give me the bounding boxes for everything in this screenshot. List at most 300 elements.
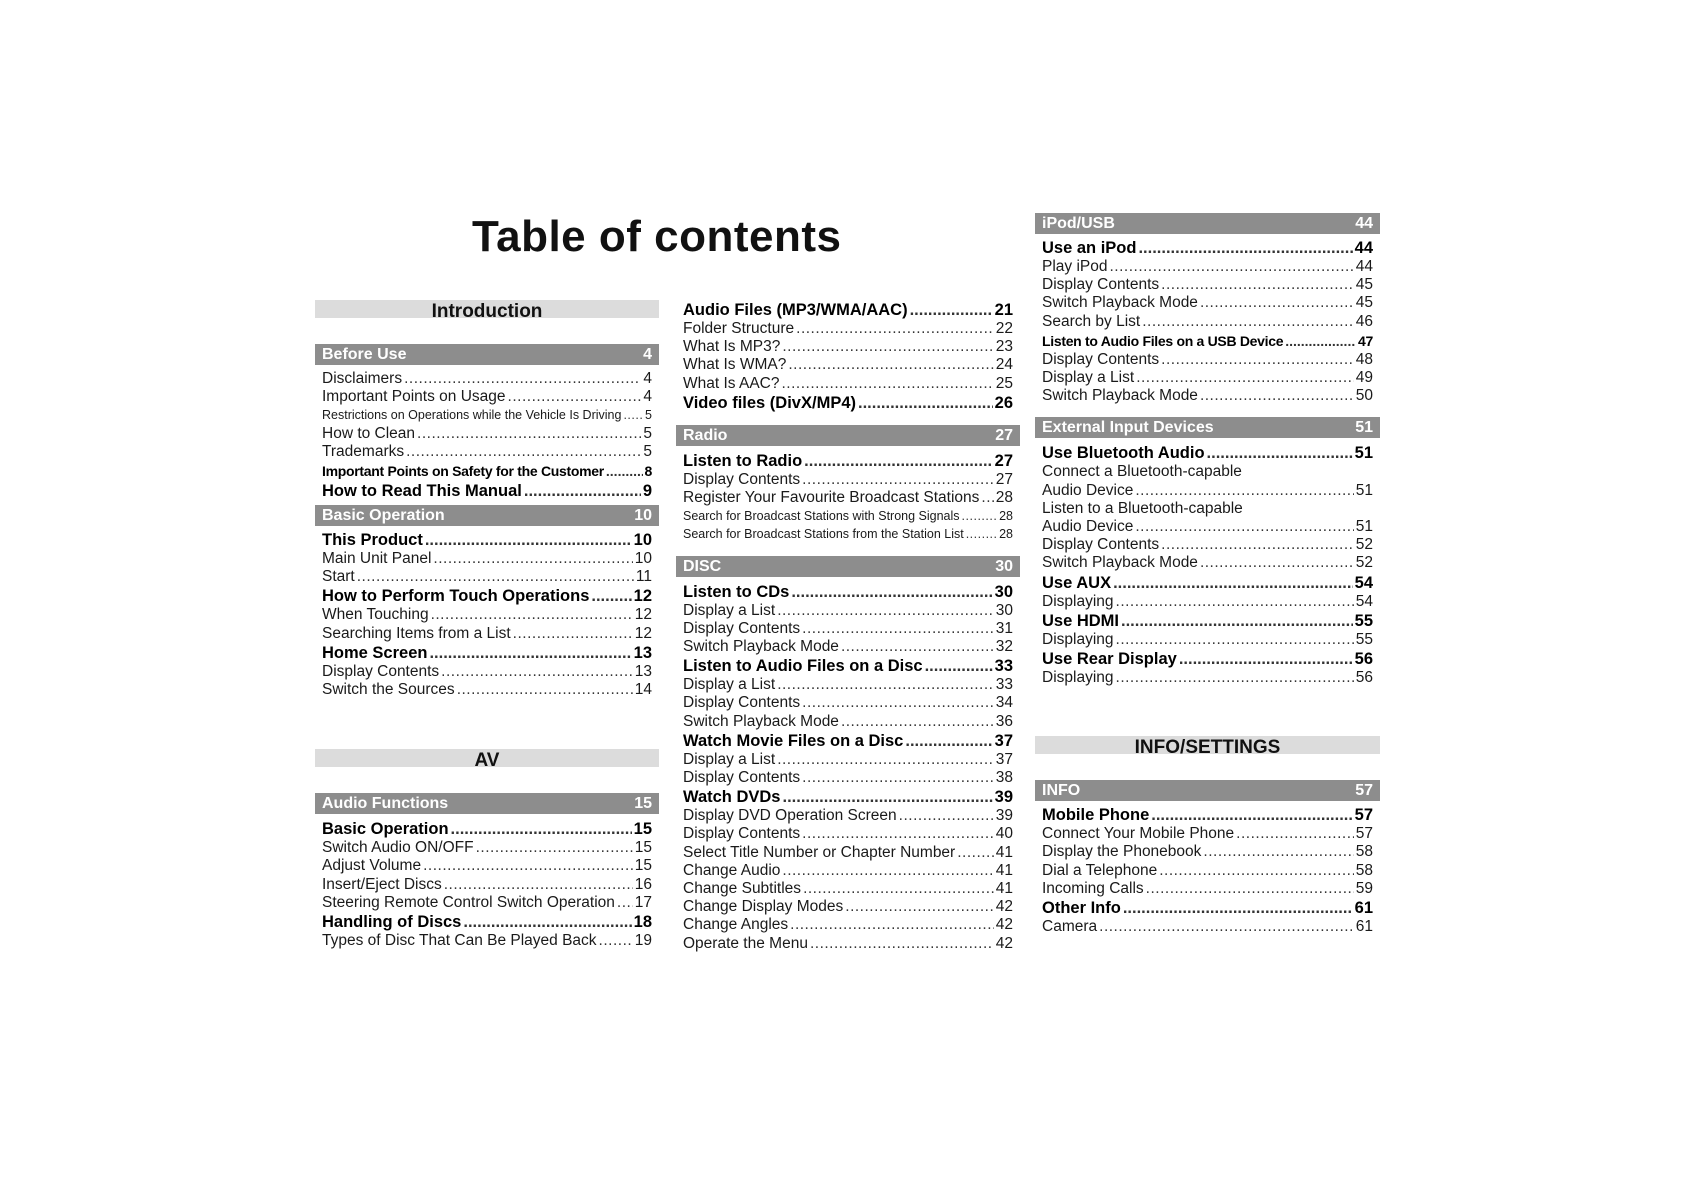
toc-entry-label: Listen to CDs — [683, 582, 790, 601]
toc-entry-label: Use AUX — [1042, 573, 1112, 592]
dot-leader — [1236, 825, 1354, 843]
toc-entry-page-number: 40 — [995, 825, 1013, 843]
section-bar-audio-functions[interactable] — [315, 793, 659, 814]
toc-entry-label: Select Title Number or Chapter Number — [683, 843, 956, 861]
toc-entry-label: Adjust Volume — [322, 857, 422, 875]
toc-entry-label: Display a List — [1042, 369, 1135, 387]
toc-entry-what-is-mp3[interactable] — [676, 338, 1020, 356]
toc-entry-switch-playback-mode[interactable] — [1035, 387, 1380, 405]
toc-entry-display-contents[interactable] — [676, 694, 1020, 712]
section-bar-before-use[interactable] — [315, 344, 659, 365]
toc-entry-page-number: 55 — [1354, 611, 1373, 630]
toc-entry-start[interactable] — [315, 568, 659, 586]
toc-entry-display-dvd-operation-screen[interactable] — [676, 807, 1020, 825]
dot-leader — [1203, 843, 1353, 861]
toc-entry-page-number: 55 — [1355, 630, 1373, 648]
toc-entry-watch-dvds[interactable] — [676, 787, 1020, 807]
section-label: INFO — [1042, 782, 1081, 800]
toc-entry-page-number: 30 — [995, 601, 1013, 619]
toc-entry-label: Displaying — [1042, 669, 1114, 687]
toc-entry-label: Audio Files (MP3/WMA/AAC) — [683, 301, 908, 319]
dot-leader — [606, 461, 643, 481]
dot-leader — [841, 713, 994, 731]
toc-entry-display-a-list[interactable] — [676, 751, 1020, 769]
toc-entry-change-display-modes[interactable] — [676, 898, 1020, 916]
section-bar-disc[interactable] — [676, 556, 1020, 577]
toc-entry-label: Video files (DivX/MP4) — [683, 393, 856, 412]
toc-entry-main-unit-panel[interactable] — [315, 550, 659, 568]
toc-entry-display-a-list[interactable] — [1035, 369, 1380, 387]
toc-entry-label: Switch Audio ON/OFF — [322, 839, 474, 857]
toc-entry-page-number: 5 — [643, 424, 652, 442]
toc-entry-label: Audio Device — [1042, 518, 1134, 536]
toc-entry-label: Switch the Sources — [322, 681, 455, 699]
toc-entry-label: Steering Remote Control Switch Operation — [322, 893, 615, 911]
toc-entry-label: Search for Broadcast Stations from the Station List — [683, 527, 964, 542]
toc-entry-label: Switch Playback Mode — [683, 712, 839, 730]
toc-entry-switch-playback-mode[interactable] — [676, 638, 1020, 656]
section-page-number: 30 — [995, 557, 1013, 575]
toc-entry-audio-files-mp3-wma-aac[interactable] — [676, 300, 1020, 320]
dot-leader — [1116, 631, 1354, 649]
dot-leader — [841, 638, 994, 656]
toc-entry-disclaimers[interactable] — [315, 370, 659, 388]
toc-entry-label: When Touching — [322, 606, 429, 624]
toc-entry-incoming-calls[interactable] — [1035, 880, 1380, 898]
toc-entry-use-rear-display[interactable] — [1035, 649, 1380, 669]
toc-entry-displaying[interactable] — [1035, 669, 1380, 687]
toc-column-3 — [1035, 213, 1380, 936]
section-page-number: 4 — [643, 346, 652, 363]
toc-entry-page-number: 10 — [634, 550, 652, 568]
toc-entry-label: Listen to Radio — [683, 451, 803, 470]
toc-entry-listen-to-a-bluetooth-capable[interactable] — [1035, 500, 1380, 518]
toc-entry-when-touching[interactable] — [315, 606, 659, 624]
toc-entry-mobile-phone[interactable] — [1035, 805, 1380, 825]
toc-entry-label: Camera — [1042, 918, 1098, 936]
toc-entry-label: Searching Items from a List — [322, 624, 511, 642]
toc-entry-page-number: 8 — [644, 463, 652, 480]
page-title: Table of contents — [472, 212, 842, 261]
toc-entry-change-angles[interactable] — [676, 916, 1020, 934]
toc-entry-page-number: 12 — [634, 606, 652, 624]
toc-entry-how-to-read-this-manual[interactable] — [315, 481, 659, 501]
toc-entry-label: Connect a Bluetooth-capable — [1042, 463, 1242, 481]
dot-leader — [1136, 369, 1354, 387]
toc-entry-page-number: 58 — [1355, 861, 1373, 879]
dot-leader — [777, 602, 994, 620]
toc-entry-display-a-list[interactable] — [676, 602, 1020, 620]
toc-entry-important-points-on-usage[interactable] — [315, 388, 659, 406]
toc-entry-page-number: 5 — [643, 442, 652, 460]
dot-leader — [1121, 611, 1353, 631]
toc-entry-page-number: 18 — [633, 913, 652, 932]
toc-entry-search-for-broadcast-stations-with-strong-signals[interactable] — [676, 507, 1020, 525]
toc-entry-searching-items-from-a-list[interactable] — [315, 625, 659, 643]
section-label: Audio Functions — [322, 795, 449, 813]
toc-entry-how-to-clean[interactable] — [315, 425, 659, 443]
toc-entry-page-number: 22 — [995, 320, 1013, 337]
dot-leader — [423, 857, 633, 875]
dot-leader — [429, 643, 631, 663]
toc-entry-adjust-volume[interactable] — [315, 857, 659, 875]
toc-entry-page-number: 57 — [1355, 825, 1373, 843]
toc-entry-label: How to Perform Touch Operations — [322, 587, 590, 606]
toc-entry-label: Change Angles — [683, 916, 789, 934]
toc-entry-listen-to-audio-files-on-a-disc[interactable] — [676, 656, 1020, 676]
toc-entry-watch-movie-files-on-a-disc[interactable] — [676, 731, 1020, 751]
toc-entry-displaying[interactable] — [1035, 631, 1380, 649]
toc-entry-listen-to-audio-files-on-a-usb-device[interactable] — [1035, 331, 1380, 351]
toc-entry-switch-playback-mode[interactable] — [676, 713, 1020, 731]
dot-leader — [1179, 649, 1353, 669]
toc-entry-page-number: 12 — [633, 587, 652, 606]
toc-entry-page-number: 10 — [633, 531, 652, 550]
dot-leader — [810, 935, 994, 953]
dot-leader — [513, 625, 633, 643]
toc-entry-page-number: 48 — [1355, 350, 1373, 368]
toc-entry-audio-device[interactable] — [1035, 482, 1380, 500]
toc-entry-page-number: 42 — [995, 898, 1013, 916]
toc-entry-page-number: 45 — [1355, 294, 1373, 312]
dot-leader — [404, 370, 641, 388]
toc-entry-label: Search by List — [1042, 312, 1141, 330]
toc-entry-page-number: 61 — [1355, 918, 1373, 936]
toc-entry-label: Change Audio — [683, 861, 781, 879]
toc-entry-page-number: 14 — [634, 681, 652, 699]
dot-leader — [617, 894, 633, 912]
toc-entry-label: What Is AAC? — [683, 374, 780, 392]
toc-entry-operate-the-menu[interactable] — [676, 935, 1020, 953]
toc-entry-page-number: 58 — [1355, 843, 1373, 861]
toc-column-2 — [676, 300, 1020, 953]
toc-entry-label: Folder Structure — [683, 320, 795, 337]
toc-entry-switch-audio-on-off[interactable] — [315, 839, 659, 857]
dot-leader — [433, 550, 632, 568]
toc-entry-label: Search for Broadcast Stations with Strong Signals — [683, 509, 960, 524]
toc-entry-steering-remote-control-switch-operation[interactable] — [315, 894, 659, 912]
toc-entry-video-files-divx-mp4[interactable] — [676, 393, 1020, 413]
dot-leader — [444, 876, 633, 894]
section-bar-external-input-devices[interactable] — [1035, 417, 1380, 438]
toc-entry-display-contents[interactable] — [676, 471, 1020, 489]
toc-entry-label: Register Your Favourite Broadcast Stations — [683, 489, 980, 507]
toc-entry-change-audio[interactable] — [676, 862, 1020, 880]
dot-leader — [524, 481, 641, 501]
toc-entry-page-number: 45 — [1355, 276, 1373, 294]
toc-entry-label: Use an iPod — [1042, 239, 1137, 257]
toc-entry-label: Use Bluetooth Audio — [1042, 444, 1205, 463]
toc-entry-what-is-aac[interactable] — [676, 375, 1020, 393]
section-label: DISC — [683, 557, 722, 575]
toc-entry-label: Disclaimers — [322, 370, 403, 387]
toc-entry-page-number: 34 — [995, 694, 1013, 712]
dot-leader — [425, 530, 632, 550]
part-header-av — [315, 749, 659, 772]
toc-entry-page-number: 17 — [634, 893, 652, 911]
dot-leader — [591, 586, 631, 606]
dot-leader — [782, 338, 993, 356]
toc-entry-label: Connect Your Mobile Phone — [1042, 825, 1235, 843]
toc-entry-page-number: 41 — [995, 843, 1013, 861]
toc-entry-search-by-list[interactable] — [1035, 313, 1380, 331]
toc-entry-label: Displaying — [1042, 630, 1114, 648]
section-bar-info[interactable] — [1035, 780, 1380, 801]
dot-leader — [802, 769, 994, 787]
dot-leader — [1161, 536, 1354, 554]
toc-entry-label: Audio Device — [1042, 481, 1134, 499]
dot-leader — [905, 731, 992, 751]
toc-entry-other-info[interactable] — [1035, 898, 1380, 918]
dot-leader — [1116, 669, 1354, 687]
section-bar-ipod-usb[interactable] — [1035, 213, 1380, 234]
toc-entry-search-for-broadcast-stations-from-the-station-list[interactable] — [676, 525, 1020, 543]
toc-entry-label: How to Read This Manual — [322, 482, 522, 501]
dot-leader — [925, 656, 993, 676]
toc-entry-this-product[interactable] — [315, 530, 659, 550]
dot-leader — [1200, 294, 1354, 312]
dot-leader — [1161, 276, 1354, 294]
section-label: Basic Operation — [322, 507, 445, 525]
toc-entry-page-number: 41 — [995, 861, 1013, 879]
toc-entry-folder-structure[interactable] — [676, 320, 1020, 338]
toc-entry-page-number: 39 — [995, 807, 1013, 825]
toc-entry-page-number: 28 — [995, 489, 1013, 507]
dot-leader — [788, 356, 993, 374]
toc-entry-label: Listen to a Bluetooth-capable — [1042, 499, 1243, 517]
toc-entry-page-number: 37 — [994, 731, 1013, 750]
toc-entry-label: Incoming Calls — [1042, 879, 1144, 897]
toc-entry-label: Trademarks — [322, 442, 405, 460]
toc-entry-connect-a-bluetooth-capable[interactable] — [1035, 463, 1380, 481]
toc-entry-page-number: 13 — [633, 643, 652, 662]
toc-entry-label: Use HDMI — [1042, 611, 1120, 630]
toc-entry-display-contents[interactable] — [1035, 276, 1380, 294]
toc-entry-switch-playback-mode[interactable] — [1035, 554, 1380, 572]
toc-entry-display-contents[interactable] — [676, 620, 1020, 638]
part-header-introduction — [315, 300, 659, 322]
toc-entry-home-screen[interactable] — [315, 643, 659, 663]
dot-leader — [357, 568, 634, 586]
toc-entry-label: Change Subtitles — [683, 880, 802, 898]
toc-entry-page-number: 23 — [995, 338, 1013, 356]
dot-leader — [457, 681, 633, 699]
toc-entry-insert-eject-discs[interactable] — [315, 876, 659, 894]
toc-entry-page-number: 42 — [995, 916, 1013, 934]
toc-entry-page-number: 46 — [1355, 312, 1373, 330]
toc-entry-page-number: 47 — [1358, 332, 1373, 349]
toc-entry-handling-of-discs[interactable] — [315, 912, 659, 932]
toc-entry-label: Basic Operation — [322, 820, 449, 839]
toc-entry-display-contents[interactable] — [315, 663, 659, 681]
toc-entry-label: Operate the Menu — [683, 934, 808, 952]
toc-entry-page-number: 28 — [999, 509, 1013, 524]
toc-entry-audio-device[interactable] — [1035, 518, 1380, 536]
toc-entry-restrictions-on-operations-while-the-vehicle-is-driving[interactable] — [315, 406, 659, 424]
dot-leader — [1146, 880, 1354, 898]
toc-entry-page-number: 25 — [995, 374, 1013, 392]
toc-entry-label: Important Points on Usage — [322, 388, 506, 406]
toc-entry-use-an-ipod[interactable] — [1035, 238, 1380, 258]
toc-entry-dial-a-telephone[interactable] — [1035, 862, 1380, 880]
dot-leader — [781, 375, 993, 393]
section-bar-radio[interactable] — [676, 425, 1020, 446]
toc-entry-page-number: 16 — [634, 875, 652, 893]
dot-leader — [791, 582, 992, 602]
toc-entry-page-number: 24 — [995, 356, 1013, 374]
toc-entry-display-contents[interactable] — [676, 769, 1020, 787]
toc-entry-listen-to-cds[interactable] — [676, 582, 1020, 602]
toc-entry-display-a-list[interactable] — [676, 676, 1020, 694]
section-page-number: 27 — [995, 426, 1013, 444]
toc-entry-page-number: 27 — [995, 470, 1013, 488]
section-page-number: 10 — [634, 507, 652, 525]
dot-leader — [804, 451, 992, 471]
toc-entry-use-hdmi[interactable] — [1035, 611, 1380, 631]
toc-entry-label: Display a List — [683, 601, 776, 619]
toc-entry-page-number: 26 — [994, 393, 1013, 412]
toc-entry-page-number: 49 — [1355, 369, 1373, 387]
dot-leader — [1135, 482, 1353, 500]
toc-entry-connect-your-mobile-phone[interactable] — [1035, 825, 1380, 843]
toc-entry-listen-to-radio[interactable] — [676, 451, 1020, 471]
toc-entry-select-title-number-or-chapter-number[interactable] — [676, 844, 1020, 862]
dot-leader — [1135, 518, 1353, 536]
dot-leader — [508, 388, 642, 406]
toc-entry-label: Start — [322, 568, 355, 586]
dot-leader — [981, 489, 993, 507]
part-header-info-settings — [1035, 736, 1380, 759]
toc-entry-page-number: 4 — [643, 370, 652, 387]
toc-entry-page-number: 11 — [635, 568, 652, 586]
toc-entry-basic-operation[interactable] — [315, 819, 659, 839]
toc-entry-label: Display Contents — [683, 470, 801, 488]
toc-entry-label: Listen to Audio Files on a Disc — [683, 657, 923, 676]
toc-entry-display-the-phonebook[interactable] — [1035, 843, 1380, 861]
toc-entry-trademarks[interactable] — [315, 443, 659, 461]
dot-leader — [1099, 918, 1354, 936]
dot-leader — [623, 406, 643, 424]
toc-entry-page-number: 52 — [1355, 554, 1373, 572]
toc-entry-label: Insert/Eject Discs — [322, 875, 442, 893]
toc-entry-display-contents[interactable] — [1035, 351, 1380, 369]
dot-leader — [1109, 258, 1353, 276]
toc-entry-page-number: 52 — [1355, 536, 1373, 554]
toc-entry-page-number: 61 — [1354, 899, 1373, 918]
toc-entry-page-number: 15 — [633, 820, 652, 839]
toc-entry-label: Change Display Modes — [683, 898, 844, 916]
dot-leader — [803, 880, 994, 898]
toc-entry-label: Listen to Audio Files on a USB Device — [1042, 332, 1284, 349]
toc-entry-label: Important Points on Safety for the Customer — [322, 463, 604, 480]
dot-leader — [966, 525, 997, 543]
toc-entry-page-number: 44 — [1355, 258, 1373, 275]
toc-entry-switch-playback-mode[interactable] — [1035, 294, 1380, 312]
toc-entry-display-contents[interactable] — [676, 825, 1020, 843]
toc-entry-label: Display Contents — [1042, 350, 1160, 368]
toc-entry-page-number: 38 — [995, 769, 1013, 787]
dot-leader — [1138, 238, 1352, 258]
section-bar-basic-operation[interactable] — [315, 505, 659, 526]
section-label: iPod/USB — [1042, 215, 1115, 232]
dot-leader — [463, 912, 631, 932]
dot-leader — [858, 393, 993, 413]
toc-entry-page-number: 30 — [994, 582, 1013, 601]
toc-entry-label: How to Clean — [322, 424, 416, 442]
toc-entry-label: Display Contents — [683, 769, 801, 787]
dot-leader — [1142, 313, 1354, 331]
toc-entry-play-ipod[interactable] — [1035, 258, 1380, 276]
toc-entry-important-points-on-safety-for-the-customer[interactable] — [315, 461, 659, 481]
toc-entry-label: Types of Disc That Can Be Played Back — [322, 932, 597, 950]
toc-entry-label: Switch Playback Mode — [1042, 387, 1198, 405]
toc-entry-label: Display Contents — [683, 694, 801, 712]
toc-entry-label: Display DVD Operation Screen — [683, 807, 897, 825]
toc-entry-label: Handling of Discs — [322, 913, 462, 932]
toc-entry-switch-the-sources[interactable] — [315, 681, 659, 699]
toc-entry-page-number: 37 — [995, 750, 1013, 768]
toc-entry-page-number: 41 — [995, 880, 1013, 898]
toc-entry-register-your-favourite-broadcast-stations[interactable] — [676, 489, 1020, 507]
part-header-label: Introduction — [431, 301, 543, 322]
dot-leader — [476, 839, 633, 857]
toc-entry-label: Displaying — [1042, 592, 1114, 610]
toc-entry-page-number: 56 — [1354, 650, 1373, 669]
toc-entry-page-number: 50 — [1355, 387, 1373, 405]
part-header-label: AV — [474, 750, 500, 772]
toc-entry-page-number: 44 — [1354, 239, 1373, 257]
dot-leader — [802, 620, 994, 638]
dot-leader — [782, 862, 993, 880]
dot-leader — [802, 471, 994, 489]
section-page-number: 57 — [1355, 782, 1373, 800]
dot-leader — [790, 916, 994, 934]
toc-entry-page-number: 21 — [994, 301, 1013, 319]
toc-entry-label: Dial a Telephone — [1042, 861, 1158, 879]
toc-entry-what-is-wma[interactable] — [676, 356, 1020, 374]
toc-entry-display-contents[interactable] — [1035, 536, 1380, 554]
toc-entry-types-of-disc-that-can-be-played-back[interactable] — [315, 932, 659, 950]
dot-leader — [796, 320, 994, 338]
toc-entry-label: Watch DVDs — [683, 788, 781, 807]
toc-entry-page-number: 57 — [1354, 806, 1373, 825]
toc-entry-camera[interactable] — [1035, 918, 1380, 936]
toc-entry-label: Switch Playback Mode — [1042, 294, 1198, 312]
toc-entry-use-aux[interactable] — [1035, 573, 1380, 593]
toc-entry-page-number: 33 — [994, 657, 1013, 676]
dot-leader — [962, 507, 998, 525]
toc-entry-label: What Is WMA? — [683, 356, 787, 374]
toc-entry-change-subtitles[interactable] — [676, 880, 1020, 898]
dot-leader — [406, 443, 641, 461]
toc-entry-page-number: 19 — [634, 932, 652, 950]
toc-entry-displaying[interactable] — [1035, 593, 1380, 611]
dot-leader — [802, 694, 994, 712]
toc-entry-use-bluetooth-audio[interactable] — [1035, 443, 1380, 463]
toc-entry-page-number: 15 — [634, 839, 652, 857]
dot-leader — [957, 844, 994, 862]
dot-leader — [1151, 805, 1352, 825]
dot-leader — [1161, 351, 1354, 369]
section-page-number: 51 — [1355, 419, 1373, 437]
toc-entry-how-to-perform-touch-operations[interactable] — [315, 586, 659, 606]
dot-leader — [1285, 331, 1356, 351]
toc-entry-page-number: 36 — [995, 712, 1013, 730]
dot-leader — [783, 787, 993, 807]
toc-entry-page-number: 56 — [1355, 669, 1373, 687]
toc-entry-label: This Product — [322, 531, 423, 550]
dot-leader — [599, 932, 633, 950]
